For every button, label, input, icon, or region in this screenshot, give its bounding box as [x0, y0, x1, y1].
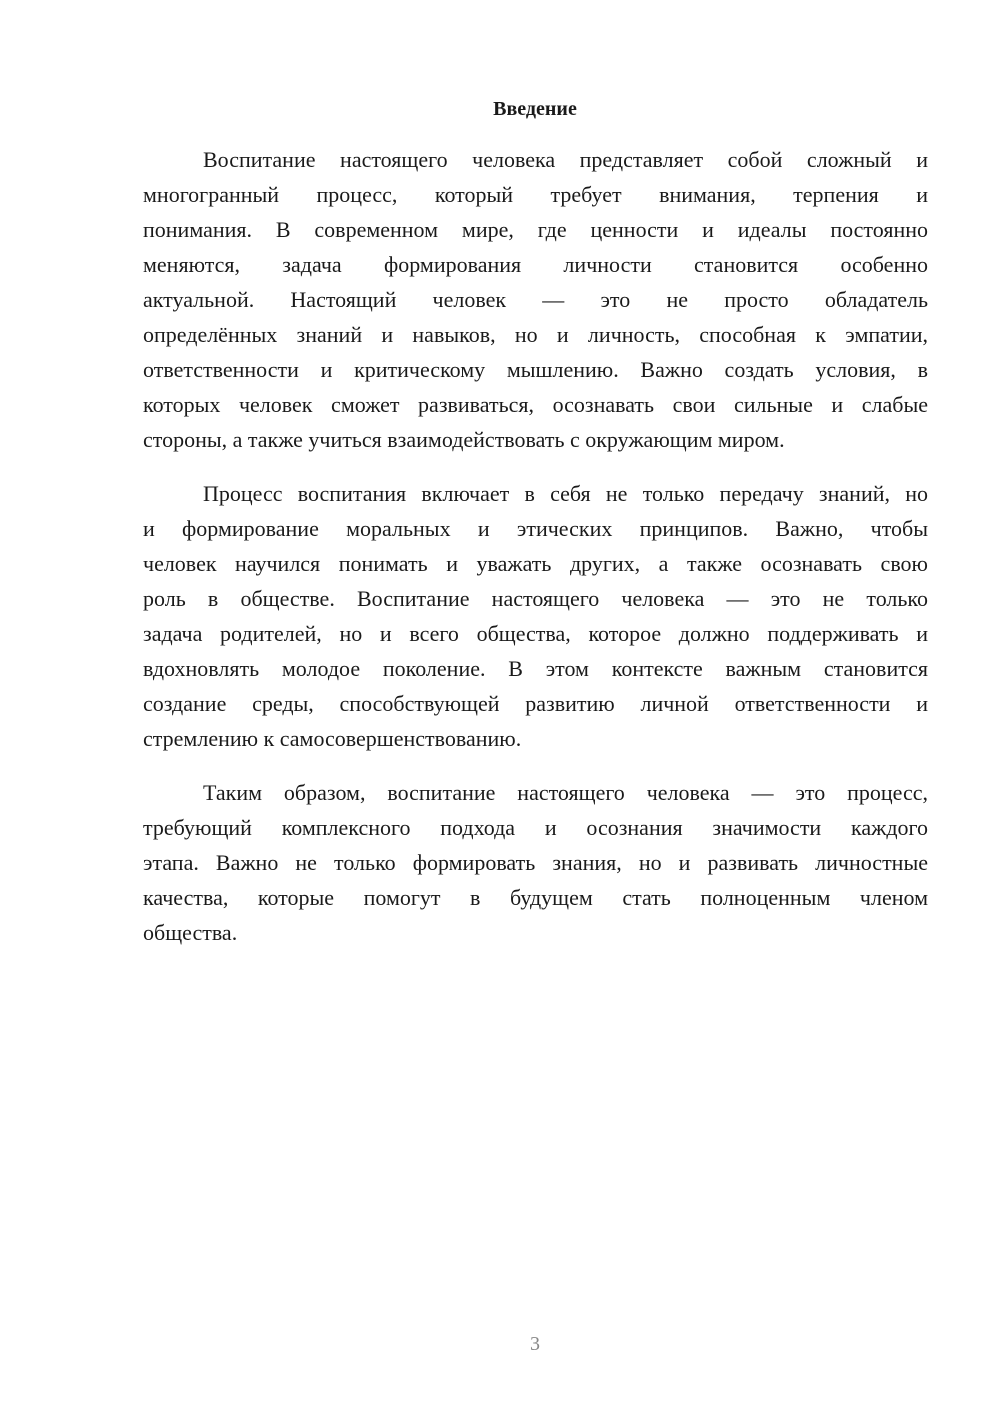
text-line: Таким образом, воспитание настоящего человека — это процесс, — [203, 780, 928, 805]
text-line: определённых знаний и навыков, но и личность, способная к эмпатии, — [143, 322, 928, 347]
text-line: которых человек сможет развиваться, осознавать свои сильные и слабые — [143, 392, 928, 417]
text-line: актуальной. Настоящий человек — это не просто обладатель — [143, 287, 928, 312]
text-line: стороны, а также учиться взаимодействовать с окружающим миром. — [143, 427, 785, 452]
paragraph — [143, 775, 928, 950]
text-line: общества. — [143, 920, 238, 945]
page-number: 3 — [530, 1333, 540, 1355]
text-line: роль в обществе. Воспитание настоящего человека — это не только — [143, 586, 928, 611]
text-line: качества, которые помогут в будущем стать полноценным членом — [143, 885, 928, 910]
section-title: Введение — [493, 98, 577, 120]
text-line: меняются, задача формирования личности становится особенно — [143, 252, 928, 277]
document-body — [143, 142, 928, 969]
text-line: требующий комплексного подхода и осознания значимости каждого — [143, 815, 928, 840]
text-line: Процесс воспитания включает в себя не только передачу знаний, но — [203, 481, 928, 506]
text-line: стремлению к самосовершенствованию. — [143, 726, 522, 751]
text-line: задача родителей, но и всего общества, которое должно поддерживать и — [143, 621, 928, 646]
text-line: ответственности и критическому мышлению. Важно создать условия, в — [143, 357, 928, 382]
text-line: многогранный процесс, который требует внимания, терпения и — [143, 182, 928, 207]
text-line: вдохновлять молодое поколение. В этом контексте важным становится — [143, 656, 928, 681]
text-line: и формирование моральных и этических принципов. Важно, чтобы — [143, 516, 928, 541]
paragraph — [143, 476, 928, 756]
paragraph — [143, 142, 928, 457]
text-line: этапа. Важно не только формировать знания, но и развивать личностные — [143, 850, 928, 875]
text-line: Воспитание настоящего человека представляет собой сложный и — [203, 147, 928, 172]
text-line: понимания. В современном мире, где ценности и идеалы постоянно — [143, 217, 928, 242]
text-line: создание среды, способствующей развитию личной ответственности и — [143, 691, 928, 716]
text-line: человек научился понимать и уважать других, а также осознавать свою — [143, 551, 928, 576]
